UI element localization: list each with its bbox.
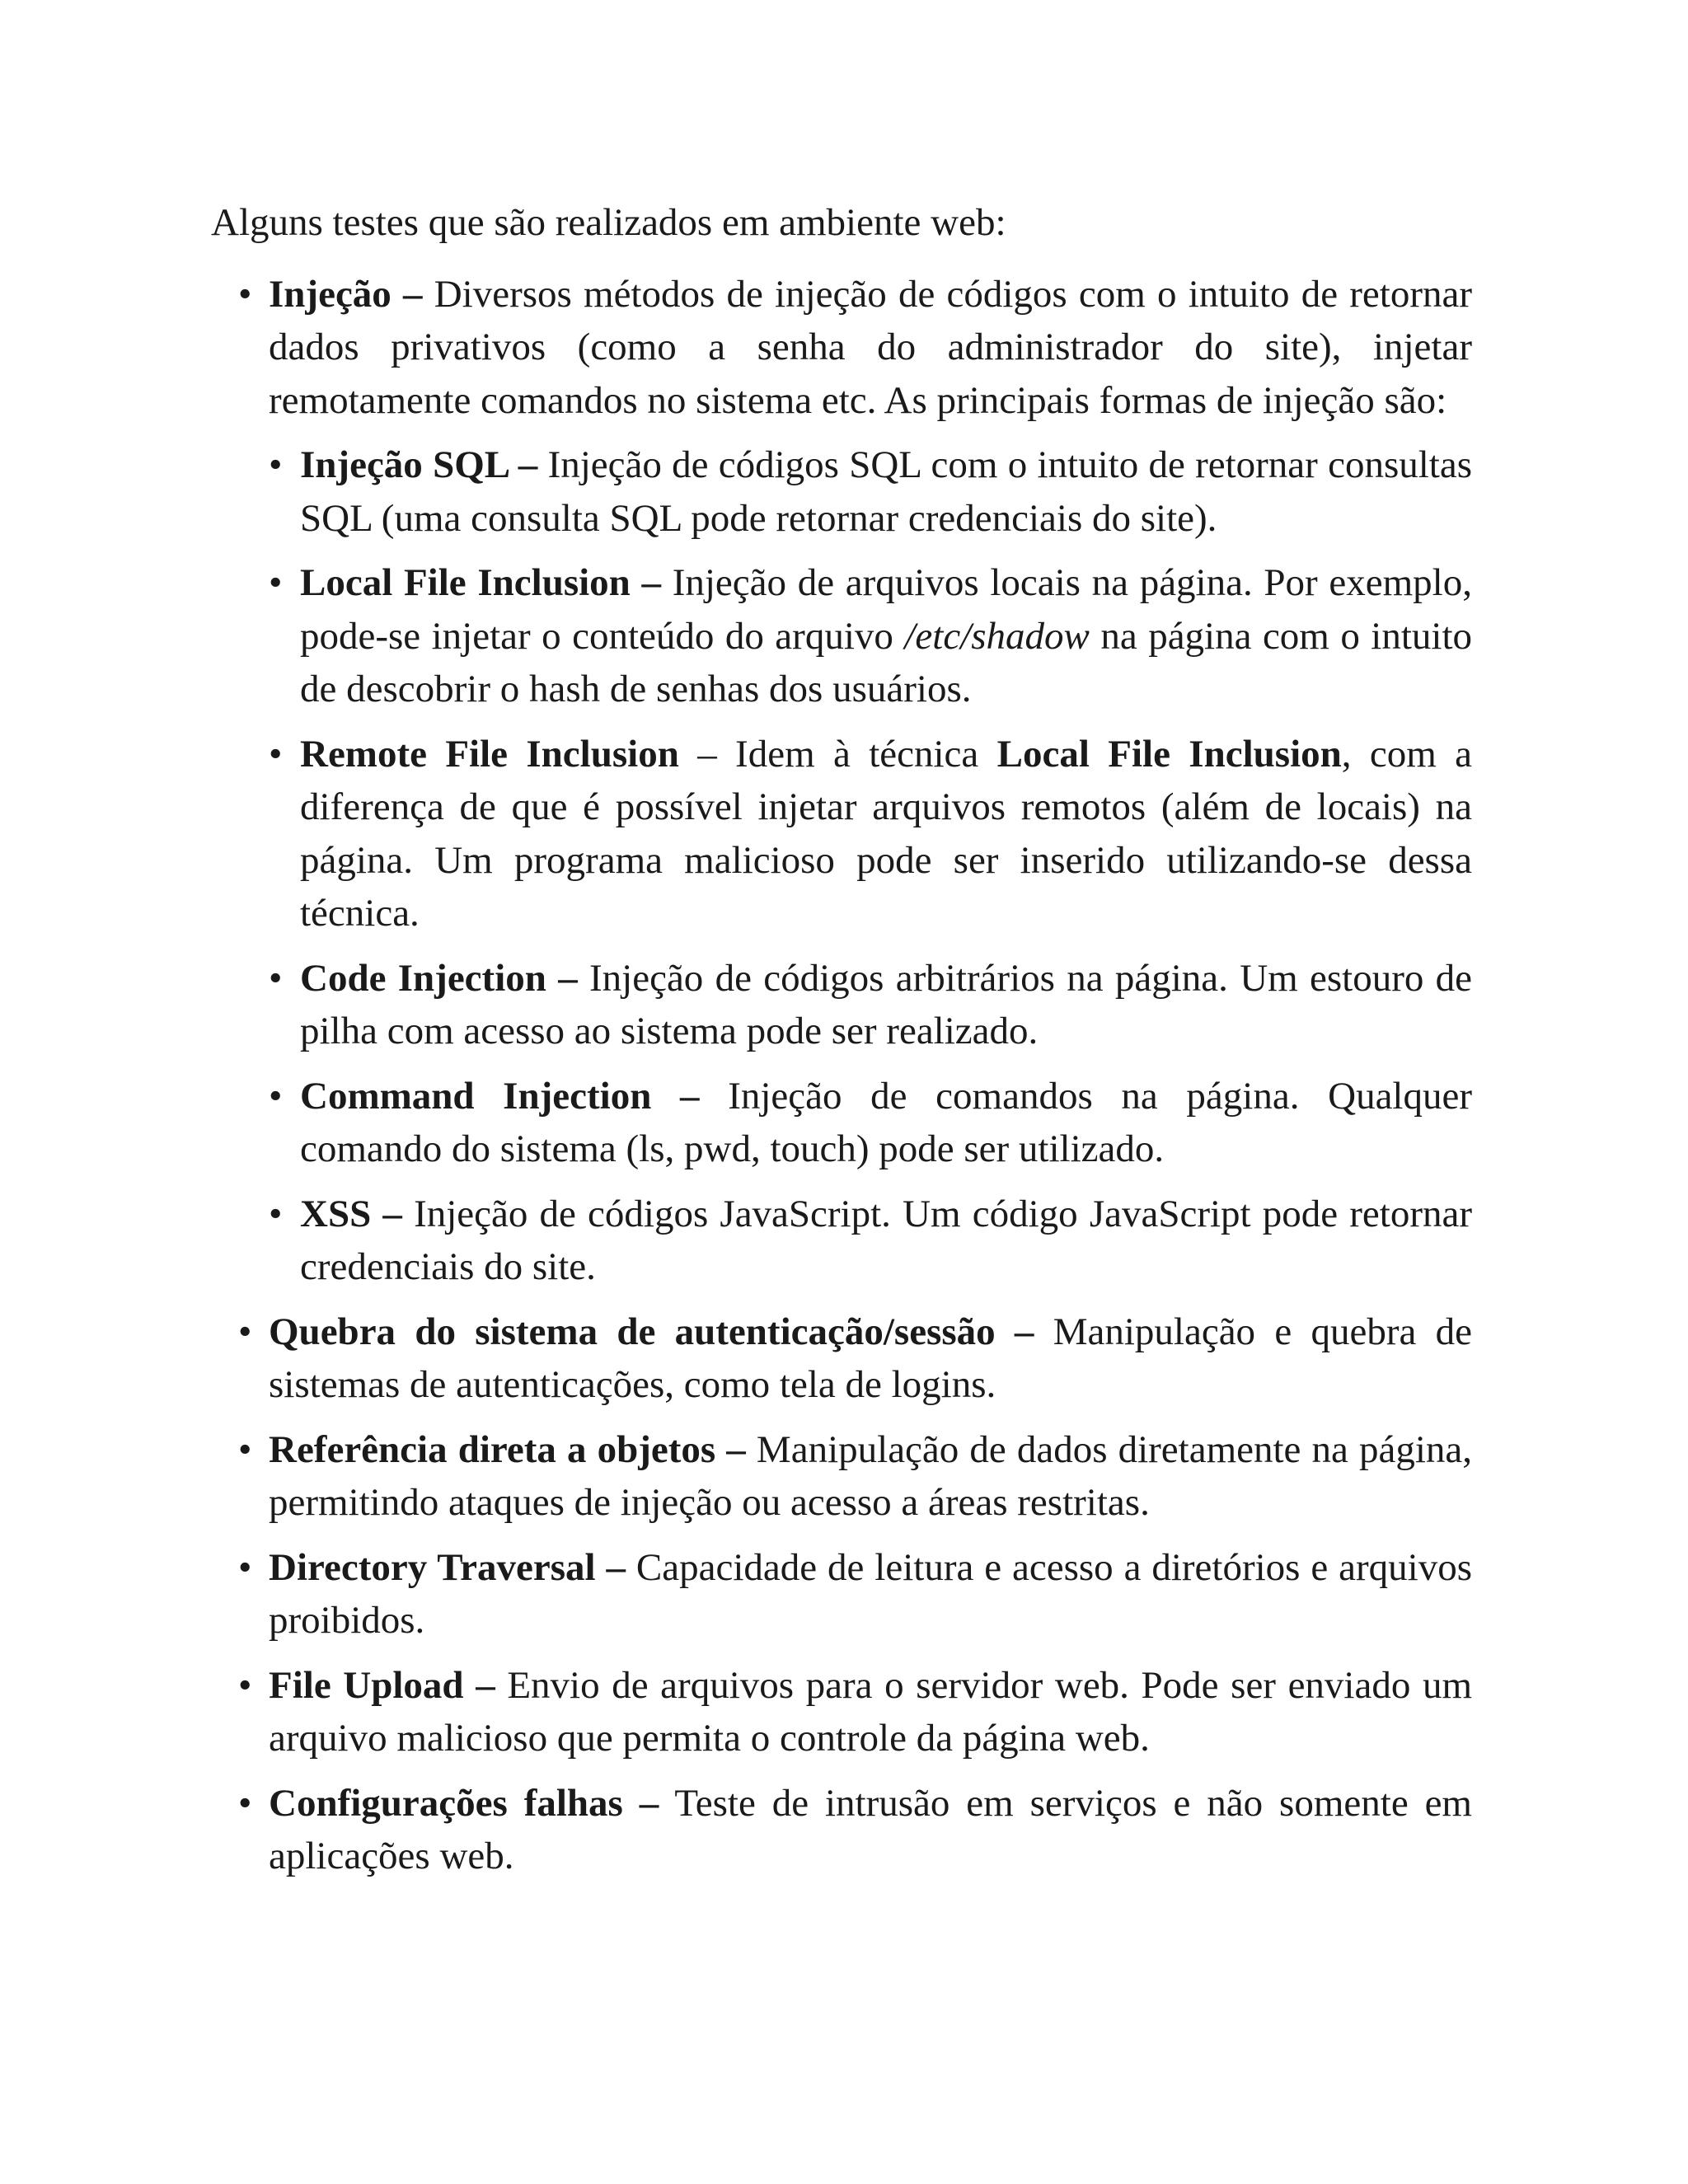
bullet: • (238, 1781, 252, 1825)
sublist-item-lfi (269, 556, 1472, 716)
desc-command-injection: Injeção de comandos na página. Qualquer comando do sistema (ls, pwd, touch) pode ser utilizado. (300, 1074, 1472, 1170)
term-lfi: Local File Inclusion – (300, 561, 662, 604)
term-xss: XSS – (300, 1192, 402, 1235)
term-directory-traversal: Directory Traversal – (269, 1545, 626, 1589)
term-autenticacao: Quebra do sistema de autenticação/sessão – (269, 1310, 1034, 1353)
term-injecao-sql: Injeção SQL – (300, 443, 538, 486)
intro-paragraph: Alguns testes que são realizados em ambiente web: (211, 201, 1006, 244)
sublist-item-command-injection (269, 1070, 1472, 1176)
desc-xss: Injeção de códigos JavaScript. Um código JavaScript pode retornar credenciais do site. (300, 1192, 1473, 1288)
bullet: • (269, 1192, 283, 1235)
sublist-item-rfi (269, 728, 1472, 940)
path-etc-shadow: /etc/shadow (904, 614, 1090, 658)
list-item-referencia (211, 1423, 1472, 1530)
list-item-directory-traversal (211, 1541, 1472, 1647)
bullet: • (269, 443, 283, 486)
injection-sublist (269, 438, 1472, 1294)
list-item-configuracoes (211, 1777, 1472, 1883)
desc-configuracoes: Teste de intrusão em serviços e não somente em aplicações web. (269, 1781, 1472, 1877)
term-rfi: Remote File Inclusion (300, 732, 679, 776)
bullet: • (269, 561, 283, 604)
term-lfi-reference: Local File Inclusion (996, 732, 1342, 776)
desc-injecao-sql: Injeção de códigos SQL com o intuito de retornar consultas SQL (uma consulta SQL pode retornar credenciais do site). (300, 443, 1473, 540)
bullet: • (269, 956, 283, 1000)
desc-code-injection: Injeção de códigos arbitrários na página. Um estouro de pilha com acesso ao sistema pode ser realizado. (300, 956, 1473, 1052)
desc-lfi-before: Injeção de arquivos locais na página. Por exemplo, pode-se injetar o conteúdo do arquivo (300, 561, 1472, 658)
desc-lfi-after: na página com o intuito de descobrir o hash de senhas dos usuários. (300, 614, 1473, 710)
desc-injecao: Diversos métodos de injeção de códigos com o intuito de retornar dados privativos (como a senha do administrador do site), injetar remotamente comandos no sistema etc. As principais formas de injeção são: (269, 272, 1472, 422)
term-injecao: Injeção – (269, 272, 423, 316)
list-item-file-upload (211, 1659, 1472, 1765)
term-file-upload: File Upload – (269, 1663, 495, 1707)
bullet: • (238, 272, 252, 316)
bullet: • (238, 1427, 252, 1471)
desc-file-upload: Envio de arquivos para o servidor web. Pode ser enviado um arquivo malicioso que permita o controle da página web. (269, 1663, 1473, 1760)
bullet: • (238, 1310, 252, 1353)
list-item-autenticacao (211, 1305, 1472, 1412)
list-item-injecao (211, 268, 1472, 1294)
bullet: • (238, 1545, 252, 1589)
sublist-item-sql (269, 438, 1472, 545)
desc-rfi-before: – Idem à técnica (697, 732, 979, 776)
bullet: • (269, 1074, 283, 1118)
desc-autenticacao: Manipulação e quebra de sistemas de autenticações, como tela de logins. (269, 1310, 1472, 1406)
bullet: • (269, 732, 283, 776)
desc-referencia: Manipulação de dados diretamente na página, permitindo ataques de injeção ou acesso a áreas restritas. (269, 1427, 1472, 1524)
document-page (211, 196, 1472, 1895)
term-code-injection: Code Injection – (300, 956, 578, 1000)
desc-rfi-after: , com a diferença de que é possível injetar arquivos remotos (além de locais) na página. Um programa malicioso pode ser inserido utilizando-se dessa técnica. (300, 732, 1473, 935)
test-list (211, 268, 1472, 1883)
desc-directory-traversal: Capacidade de leitura e acesso a diretórios e arquivos proibidos. (269, 1545, 1472, 1642)
sublist-item-xss (269, 1188, 1472, 1294)
term-configuracoes: Configurações falhas – (269, 1781, 659, 1825)
term-command-injection: Command Injection – (300, 1074, 700, 1118)
sublist-item-code-injection (269, 952, 1472, 1058)
bullet: • (238, 1663, 252, 1707)
term-referencia: Referência direta a objetos – (269, 1427, 746, 1471)
